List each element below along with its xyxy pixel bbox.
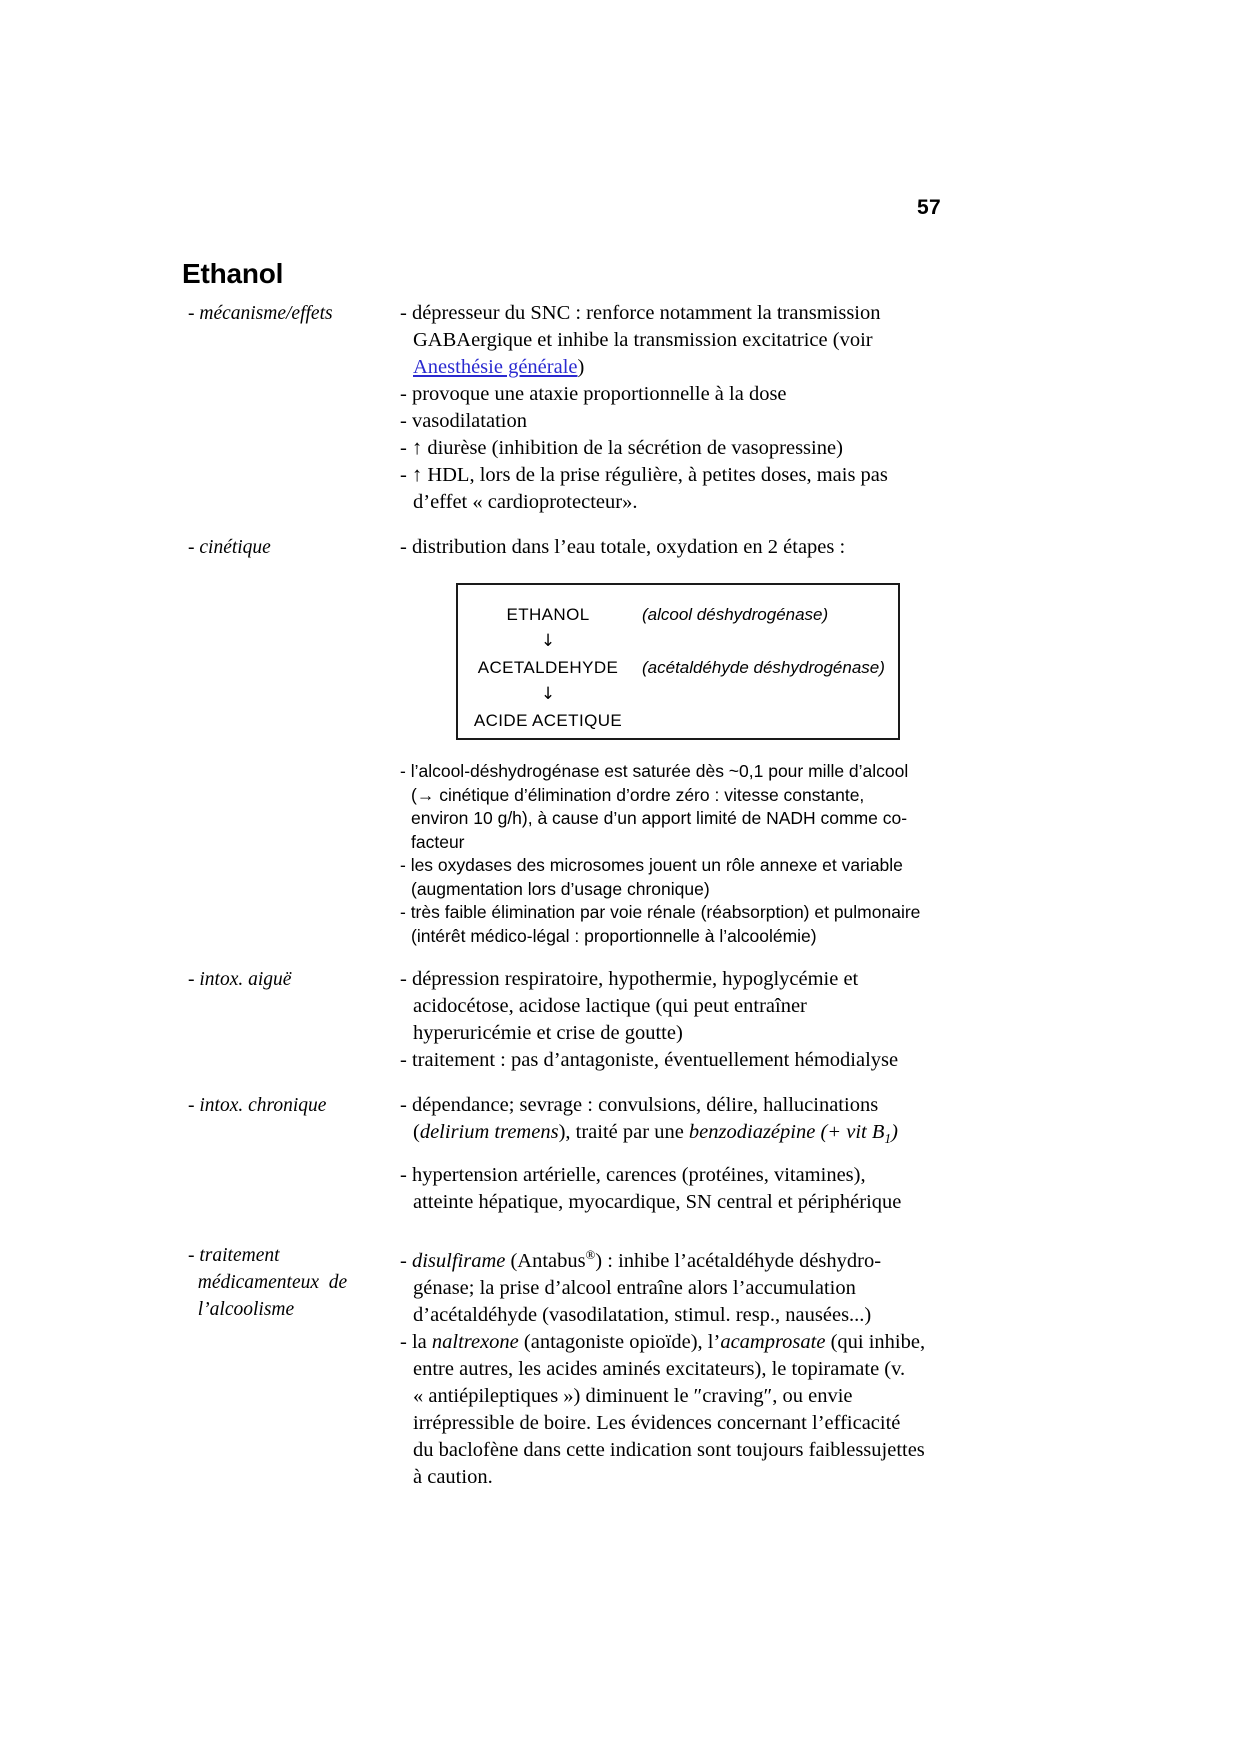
- bullet-ataxie: - provoque une ataxie proportionnelle à la dose: [400, 383, 787, 405]
- term-delirium-tremens: delirium tremens: [419, 1121, 559, 1143]
- diagram-compound-acide-acetique: ACIDE ACETIQUE: [473, 711, 623, 730]
- bullet-line-cont: hyperuricémie et crise de goutte): [413, 1022, 683, 1044]
- bullet-line-cont: irrépressible de boire. Les évidences concernant l’efficacité: [413, 1411, 901, 1434]
- bullet-naltrexone: [400, 1329, 1062, 1491]
- bullet-depresseur-snc: [400, 300, 1062, 381]
- section-label-traitement: [182, 1242, 400, 1323]
- section-label-line: médicamenteux de: [188, 1272, 348, 1294]
- section-body-cinetique: [400, 534, 1062, 948]
- text-inhibe: ) : inhibe l’acétaldéhyde déshydro-: [595, 1249, 882, 1272]
- down-arrow-icon: ↓: [540, 684, 556, 704]
- section-body-mecanisme: [400, 300, 1062, 516]
- section-body-intox-chronique: [400, 1092, 1062, 1216]
- text-open-paren: (: [413, 1121, 420, 1143]
- metabolism-diagram-wrapper: [400, 583, 1062, 740]
- text-traite-par: ), traité par une: [558, 1121, 689, 1143]
- bullet-disulfirame: [400, 1242, 1062, 1329]
- section-body-intox-aigue: [400, 966, 1062, 1074]
- diagram-compound-ethanol: ETHANOL: [506, 605, 590, 624]
- bullet-diurese: - ↑ diurèse (inhibition de la sécrétion de vasopressine): [400, 437, 843, 459]
- bullet-alcool-deshydrogenase-saturee: [400, 760, 1062, 854]
- link-anesthesie-generale[interactable]: Anesthésie générale: [413, 356, 578, 378]
- diagram-enzyme-acetaldehyde-dh: (acétaldéhyde déshydrogénase): [642, 658, 885, 677]
- close-paren: ): [577, 356, 585, 378]
- bullet-line: - hypertension artérielle, carences (protéines, vitamines),: [400, 1164, 866, 1187]
- bullet-line: - dépendance; sevrage : convulsions, délire, hallucinations: [400, 1094, 879, 1116]
- bullet-line-link-wrap: [413, 354, 1062, 381]
- diagram-compound-acetaldehyde: ACETALDEHYDE: [477, 658, 619, 677]
- section-intox-chronique: [182, 1092, 1062, 1216]
- bullet-line-cont: du baclofène dans cette indication sont toujours faiblessujettes: [413, 1438, 925, 1461]
- text-antabus: (Antabus: [505, 1249, 586, 1272]
- text-qui-inhibe: (qui inhibe,: [825, 1330, 926, 1353]
- section-label-intox-chronique: [182, 1092, 400, 1119]
- bullet-hdl: [400, 462, 1062, 516]
- diagram-enzyme-alcool-dh: (alcool déshydrogénase): [642, 605, 829, 624]
- bullet-line-cont: acidocétose, acidose lactique (qui peut entraîner: [413, 995, 807, 1017]
- metabolism-diagram-box: [456, 583, 900, 740]
- bullet-line-cont: GABAergique et inhibe la transmission excitatrice (voir: [413, 329, 873, 351]
- section-label-intox-aigue: [182, 966, 400, 993]
- note-line: (augmentation lors d’usage chronique): [411, 878, 710, 899]
- note-line: - l’alcool-déshydrogénase est saturée dès ~0,1 pour mille d’alcool: [400, 761, 909, 781]
- section-label-line: - mécanisme/effets: [188, 303, 333, 324]
- bullet-line-cont: entre autres, les acides aminés excitateurs), le topiramate (v.: [413, 1357, 906, 1380]
- text-antagoniste-opioide: (antagoniste opioïde), l’: [518, 1330, 721, 1353]
- bullet-line: - dépresseur du SNC : renforce notamment la transmission: [400, 302, 881, 324]
- down-arrow-icon: ↓: [540, 631, 556, 651]
- section-label-line: - intox. chronique: [188, 1095, 327, 1116]
- bullet-line: - ↑ HDL, lors de la prise régulière, à petites doses, mais pas: [400, 464, 888, 486]
- section-cinetique: [182, 534, 1062, 948]
- bullet-dash: - la: [400, 1330, 432, 1353]
- bullet-distribution: - distribution dans l’eau totale, oxydation en 2 étapes :: [400, 536, 846, 558]
- section-label-line: - cinétique: [188, 537, 271, 558]
- drug-naltrexone: naltrexone: [431, 1330, 519, 1353]
- spacer: [182, 1216, 1062, 1242]
- bullet-vasodilatation: - vasodilatation: [400, 410, 527, 432]
- spacer: [182, 948, 1062, 966]
- bullet-dash: -: [400, 1249, 412, 1272]
- section-label-line: - traitement: [188, 1245, 280, 1267]
- section-intox-aigue: [182, 966, 1062, 1074]
- section-label-mecanisme: [182, 300, 400, 327]
- note-line: (intérêt médico-légal : proportionnelle à l’alcoolémie): [411, 925, 817, 946]
- spacer: [400, 1152, 1062, 1162]
- note-line: - les oxydases des microsomes jouent un rôle annexe et variable: [400, 855, 903, 875]
- section-label-line: - intox. aiguë: [188, 969, 292, 990]
- bullet-line-cont: [413, 1119, 1062, 1152]
- drug-acamprosate: acamprosate: [720, 1330, 826, 1353]
- registered-trademark-icon: ®: [585, 1248, 596, 1263]
- bullet-line-cont: atteinte hépatique, myocardique, SN central et périphérique: [413, 1191, 902, 1214]
- bullet-depression-respiratoire: [400, 966, 1062, 1047]
- section-mecanisme-effets: [182, 300, 1062, 516]
- diagram-step-ethanol: [458, 601, 898, 628]
- bullet-line: - dépression respiratoire, hypothermie, hypoglycémie et: [400, 968, 859, 990]
- page-content: [182, 300, 1062, 1491]
- bullet-traitement-aigue: - traitement : pas d’antagoniste, éventuellement hémodialyse: [400, 1049, 899, 1071]
- bullet-line-cont: d’effet « cardioprotecteur».: [413, 491, 638, 513]
- bullet-line-cont: génase; la prise d’alcool entraîne alors l’accumulation: [413, 1276, 856, 1299]
- section-label-line: l’alcoolisme: [188, 1299, 295, 1321]
- page-number: 57: [917, 196, 941, 219]
- text-close-paren: ): [891, 1121, 898, 1143]
- diagram-arrow-row-2: [458, 683, 898, 705]
- diagram-arrow-row-1: [458, 630, 898, 652]
- spacer: [182, 1074, 1062, 1092]
- bullet-line-cont: « antiépileptiques ») diminuent le ″craving″, ou envie: [413, 1384, 853, 1407]
- drug-disulfirame: disulfirame: [411, 1249, 506, 1272]
- note-line: (→ cinétique d’élimination d’ordre zéro : vitesse constante,: [411, 784, 865, 805]
- cinetique-notes: [400, 760, 1062, 948]
- bullet-dependance-sevrage: [400, 1092, 1062, 1152]
- bullet-line-cont: d’acétaldéhyde (vasodilatation, stimul. resp., nausées...): [413, 1303, 872, 1326]
- bullet-line-cont: à caution.: [413, 1465, 493, 1488]
- section-label-cinetique: [182, 534, 400, 561]
- section-traitement-medicamenteux: [182, 1242, 1062, 1491]
- bullet-faible-elimination: [400, 901, 1062, 948]
- section-body-traitement: [400, 1242, 1062, 1491]
- diagram-step-acetaldehyde: [458, 654, 898, 681]
- subscript-1: 1: [884, 1131, 892, 1147]
- diagram-step-acide-acetique: [458, 707, 898, 734]
- note-line: facteur: [411, 831, 465, 852]
- spacer: [182, 516, 1062, 534]
- bullet-oxydases-microsomes: [400, 854, 1062, 901]
- page-title: Ethanol: [182, 258, 284, 289]
- note-line: environ 10 g/h), à cause d’un apport limité de NADH comme co-: [411, 808, 908, 828]
- bullet-hypertension-carences: [400, 1162, 1062, 1216]
- note-line: - très faible élimination par voie rénale (réabsorption) et pulmonaire: [400, 902, 921, 922]
- term-benzodiazepine: benzodiazépine (+ vit B: [688, 1121, 885, 1143]
